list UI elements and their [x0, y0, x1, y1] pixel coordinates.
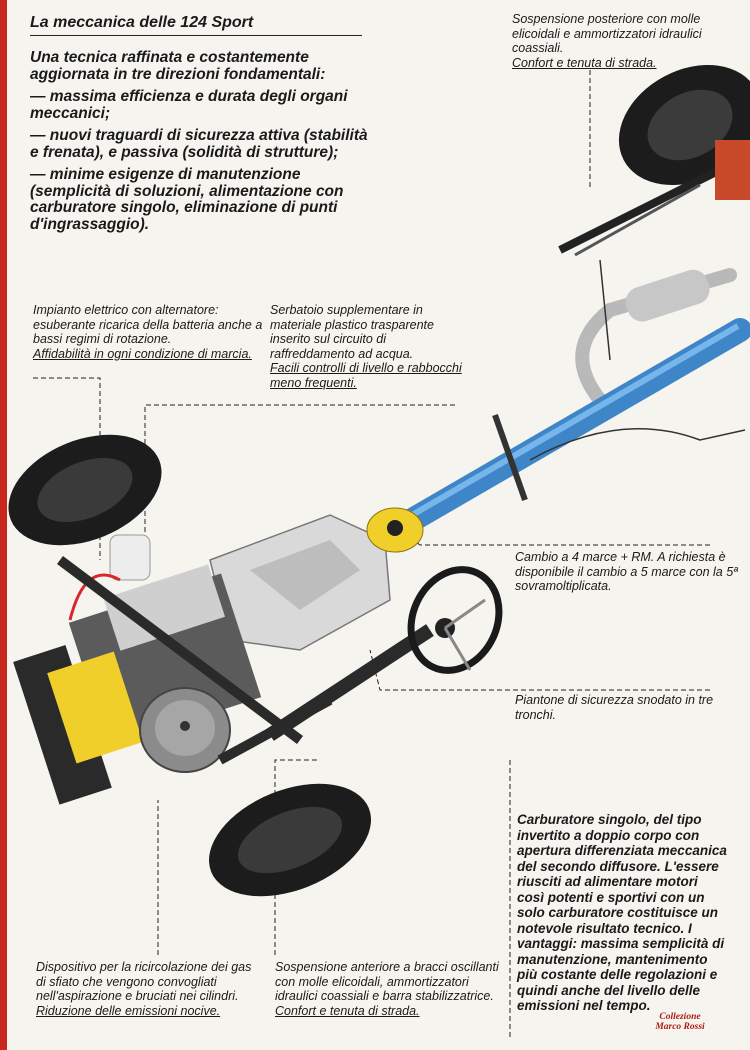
front-wheel-left [0, 414, 178, 567]
caption-blowby [36, 960, 261, 1018]
caption-highlight: Facili controlli di livello e rabbocchi meno frequenti. [270, 361, 462, 390]
caption-text: Sospensione posteriore con molle elicoidali e ammortizzatori idraulici coassiali. [512, 12, 702, 55]
intro-point: — massima efficienza e durata degli organi meccanici; [30, 88, 348, 122]
intro-point: — minime esigenze di manutenzione (semplicità di soluzioni, alimentazione con carburatore singolo, eliminazione di punti d'ingrassaggio). [30, 166, 344, 233]
caption-highlight: Confort e tenuta di strada. [275, 1003, 420, 1018]
watermark-line: Marco Rossi [655, 1022, 705, 1032]
caption-tank [270, 303, 470, 390]
caption-highlight: Affidabilità in ogni condizione di marcia. [33, 346, 252, 361]
intro-lead: Una tecnica raffinata e costantemente aggiornata in tre direzioni fondamentali: [30, 49, 326, 83]
collection-watermark [645, 1012, 715, 1032]
caption-steering [515, 693, 745, 722]
front-wheel-right [192, 762, 387, 918]
caption-text: Sospensione anteriore a bracci oscillanti con molle elicoidali, ammortizzatori idraulici coassiali e barra stabilizzatrice. [275, 960, 499, 1003]
caption-front-suspension [275, 960, 505, 1018]
caption-highlight: Confort e tenuta di strada. [512, 55, 657, 70]
caption-carburetor [517, 812, 727, 1014]
caption-text: Impianto elettrico con alternatore: esuberante ricarica della batteria anche a bassi regimi di rotazione. [33, 303, 263, 346]
caption-text: Serbatoio supplementare in materiale plastico trasparente inserito sul circuito di raffreddamento ad acqua. [270, 303, 434, 361]
caption-highlight: Riduzione delle emissioni nocive. [36, 1003, 221, 1018]
intro-point: — nuovi traguardi di sicurezza attiva (stabilità e frenata), e passiva (solidità di strutture); [30, 127, 368, 161]
caption-text: Carburatore singolo, del tipo invertito a doppio corpo con apertura differenziata meccanica del secondo diffusore. L'essere riusciti ad alimentare motori così potenti e sportivi con un solo carburatore costituisce un notevole risultato tecnico. I vantaggi: massima semplicità di manutenzione, mantenimento più costante delle regolazioni e quindi anche del livello delle emissioni nel tempo. [517, 812, 727, 1013]
caption-text: Dispositivo per la ricircolazione dei gas di sfiato che vengono convogliati nell'aspirazione e bruciati nei cilindri. [36, 960, 252, 1003]
caption-rear-suspension [512, 12, 742, 70]
caption-text: Cambio a 4 marce + RM. A richiesta è disponibile il cambio a 5 marce con la 5ª sovramoltiplicata. [515, 550, 738, 593]
watermark-line: Collezione [659, 1012, 701, 1022]
rear-axle-assembly [560, 41, 750, 255]
page-title: La meccanica delle 124 Sport [30, 14, 362, 36]
caption-electrical [33, 303, 273, 361]
caption-gearbox [515, 550, 745, 594]
intro-text [30, 50, 370, 239]
gearbox [210, 508, 423, 650]
caption-text: Piantone di sicurezza snodato in tre tronchi. [515, 693, 714, 722]
